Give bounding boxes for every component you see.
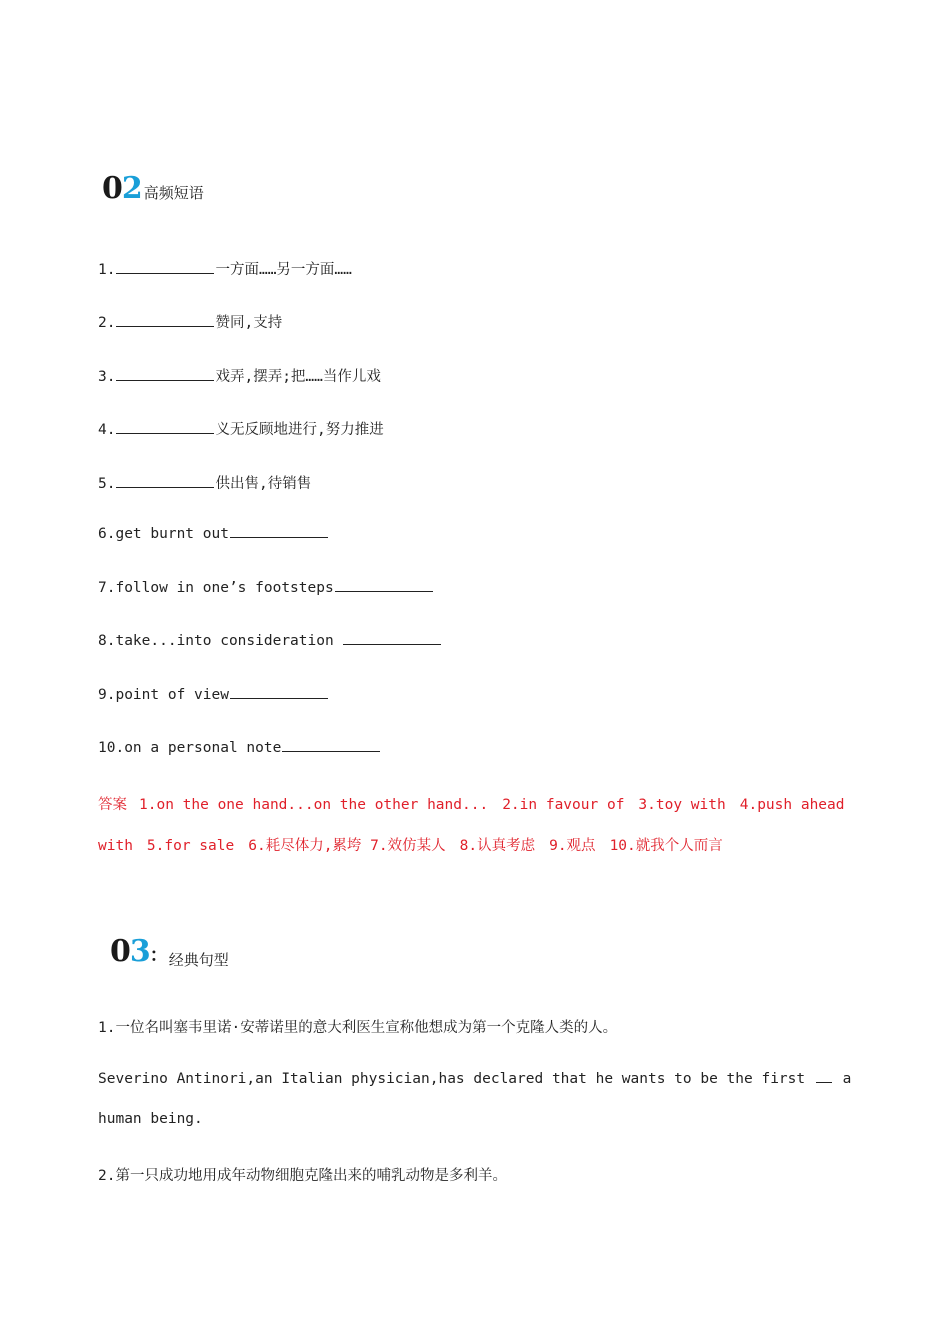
answer-blank[interactable] xyxy=(282,739,380,752)
answer-label: 答案 xyxy=(98,797,127,813)
sentence-chinese: 2.第一只成功地用成年动物细胞克隆出来的哺乳动物是多利羊。 xyxy=(98,1168,507,1184)
section-title: 经典句型 xyxy=(168,951,229,969)
answer-blank[interactable] xyxy=(116,475,214,488)
answer-key-line-1: 答案 1.on the one hand...on the other hand... 2.in favour of 3.toy with 4.push ahead xyxy=(98,797,845,813)
sentence-english: Severino Antinori,an Italian physician,has declared that he wants to be the first a xyxy=(98,1071,852,1087)
phrase-item: 7.follow in one’s footsteps xyxy=(98,579,434,596)
phrase-item: 1. 一方面……另一方面…… xyxy=(98,262,352,278)
phrase-item: 9.point of view xyxy=(98,686,329,703)
answer-blank[interactable] xyxy=(116,314,214,327)
answer-blank[interactable] xyxy=(230,686,328,699)
sentence-chinese: 1.一位名叫塞韦里诺·安蒂诺里的意大利医生宣称他想成为第一个克隆人类的人。 xyxy=(98,1020,618,1036)
phrase-item: 5. 供出售,待销售 xyxy=(98,476,312,492)
section-header-sentences xyxy=(110,934,229,971)
answer-blank[interactable] xyxy=(343,632,441,645)
section-number: 02 xyxy=(102,171,142,206)
section-title: 高频短语 xyxy=(143,184,204,202)
section-number: 03： xyxy=(110,934,167,969)
answer-blank[interactable] xyxy=(116,421,214,434)
sentence-english-cont: human being. xyxy=(98,1111,203,1127)
phrase-item: 10.on a personal note xyxy=(98,739,381,756)
answer-blank[interactable] xyxy=(816,1070,832,1083)
phrase-item: 6.get burnt out xyxy=(98,525,329,542)
answer-blank[interactable] xyxy=(116,368,214,381)
phrase-item: 3. 戏弄,摆弄;把……当作儿戏 xyxy=(98,369,381,385)
phrase-item: 4. 义无反顾地进行,努力推进 xyxy=(98,422,384,438)
phrase-item: 2. 赞同,支持 xyxy=(98,315,283,331)
answer-blank[interactable] xyxy=(116,261,214,274)
phrase-item: 8.take...into consideration xyxy=(98,632,442,649)
answer-blank[interactable] xyxy=(230,525,328,538)
answer-key-line-2: with 5.for sale 6.耗尽体力,累垮 7.效仿某人 8.认真考虑 9.观点 10.就我个人而言 xyxy=(98,838,723,854)
section-header-phrases xyxy=(102,171,204,206)
answer-blank[interactable] xyxy=(335,579,433,592)
